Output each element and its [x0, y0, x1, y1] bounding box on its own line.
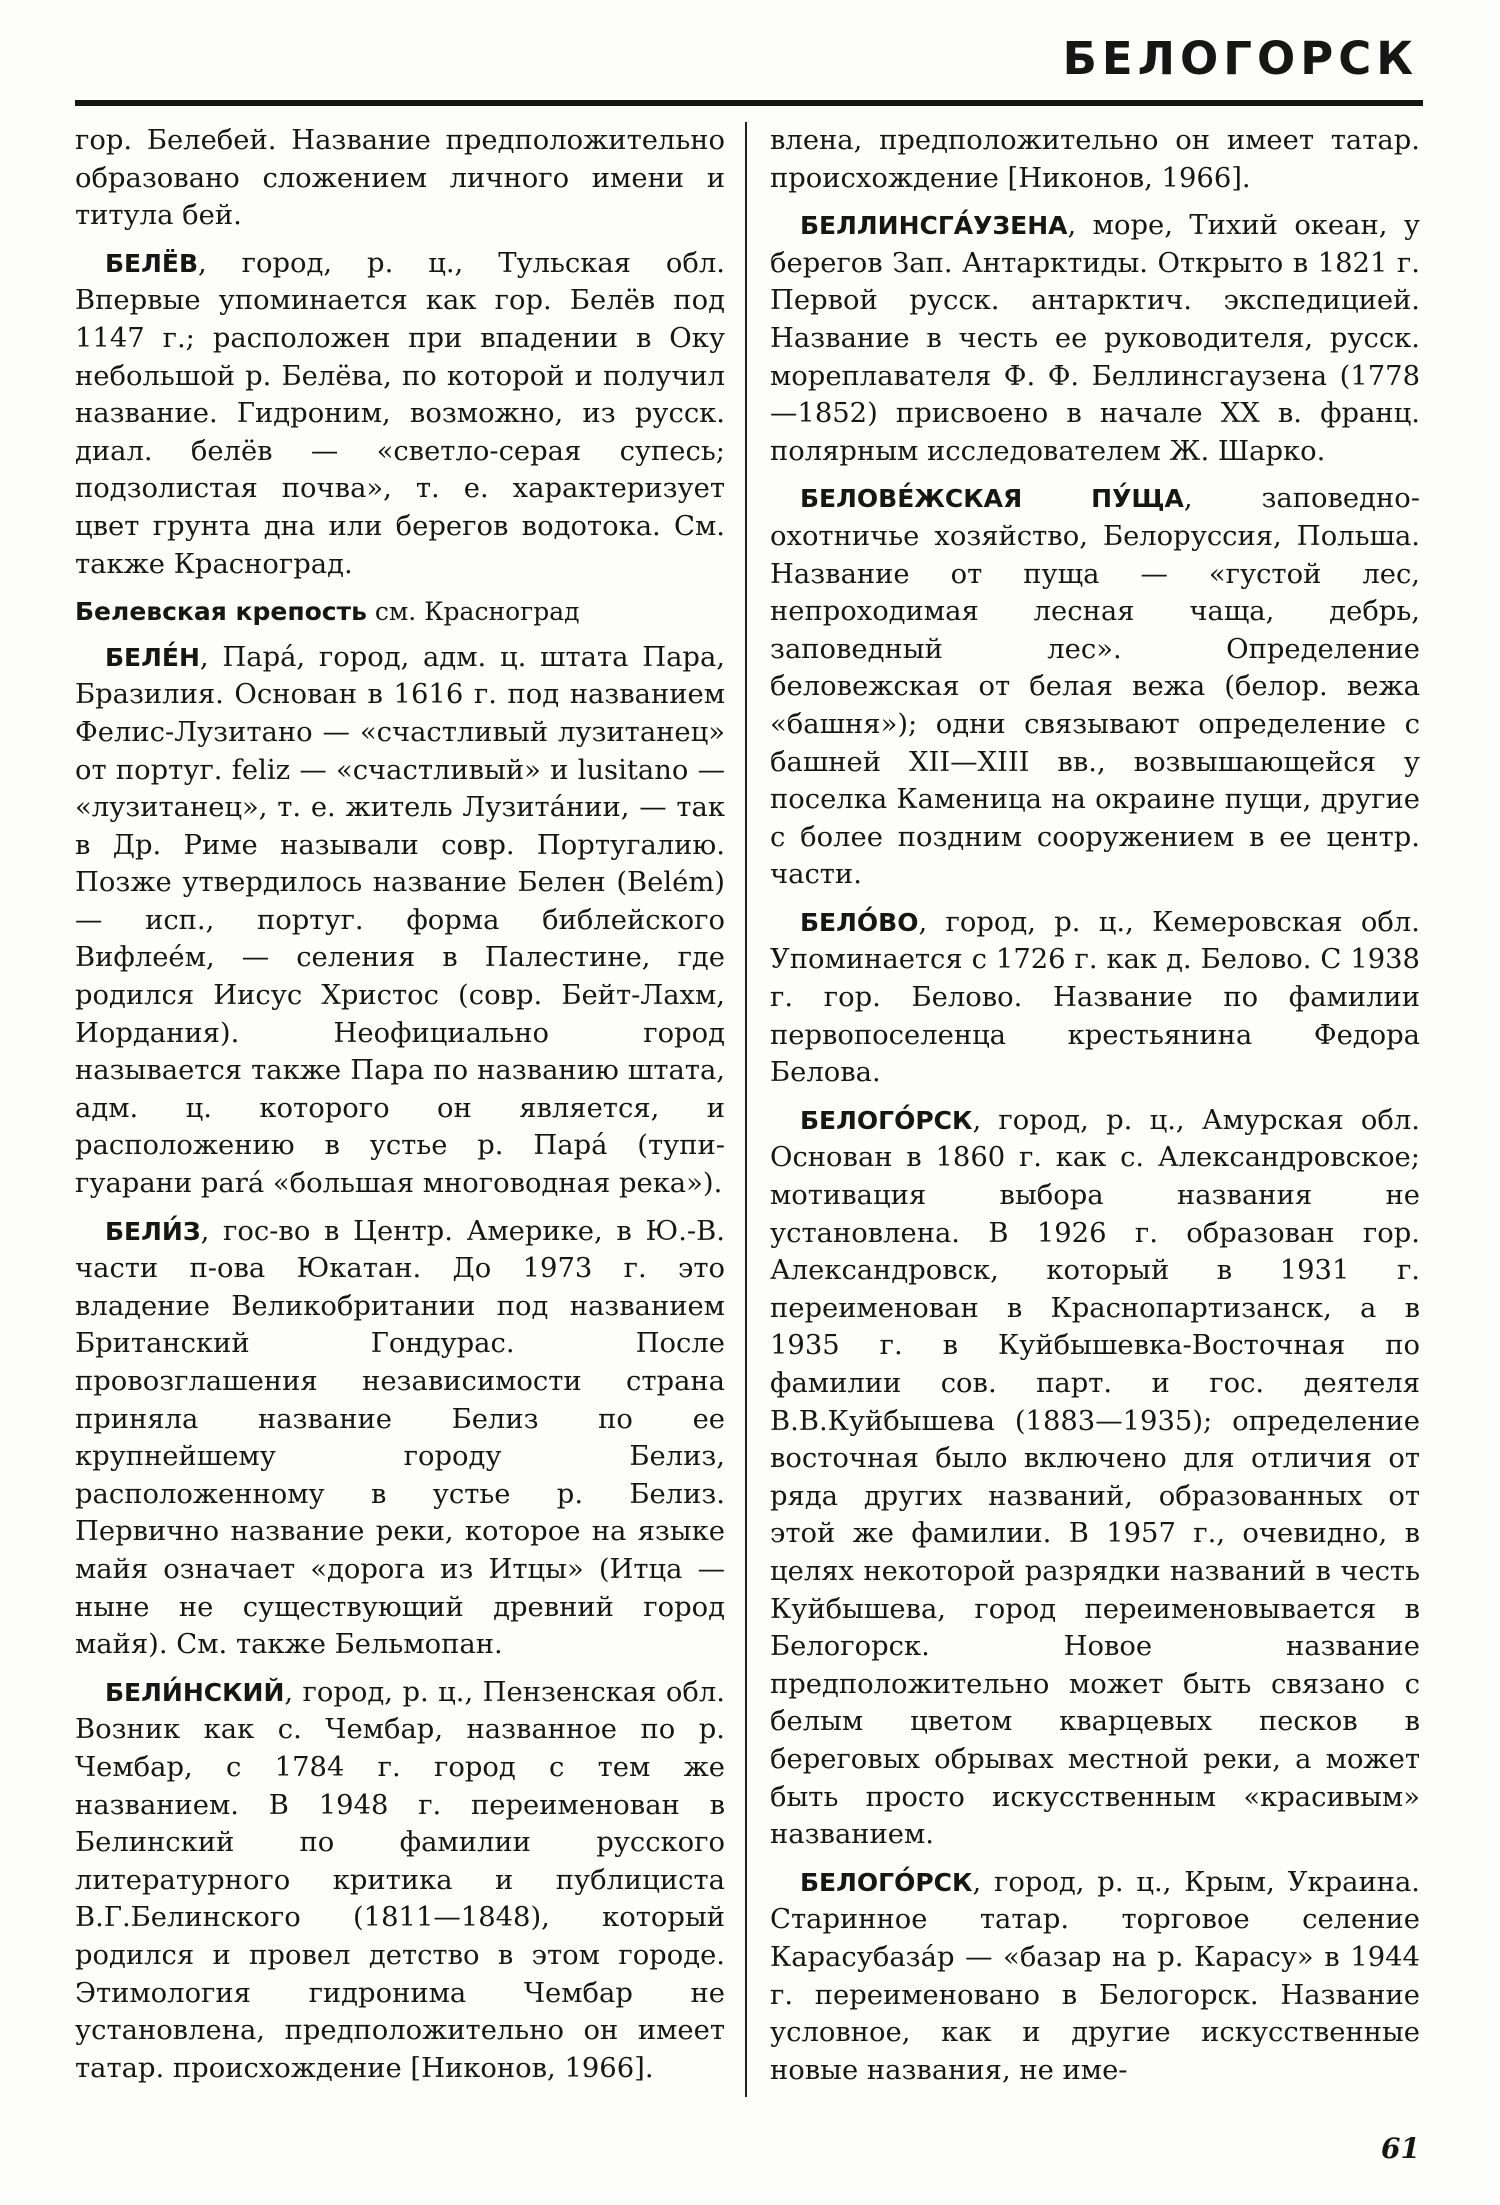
entry-belinskiy: [75, 1674, 725, 2088]
entry-headword: БЕЛОГО́РСК: [800, 1867, 973, 1897]
entry-headword: Белевская крепость: [75, 597, 367, 627]
entry-text: , город, р. ц., Пензенская обл. Возник как с. Чембар, названное по р. Чембар, с 1784 г. город с тем же названием. В 1948 г. переименован в Белинский по фамилии русского литературного критика и публициста В.Г.Белинского (1811—1848), который родился и провел детство в этом городе. Этимология гидронима Чембар не установлена, предположительно он имеет татар. происхождение [Никонов, 1966].: [75, 1676, 725, 2084]
entry-headword: БЕЛИ́НСКИЙ: [105, 1677, 285, 1707]
entry-text: , заповедно-охотничье хозяйство, Белоруссия, Польша. Название от пуща — «густой лес, непроходимая лесная чаща, дебрь, заповедный лес». Определение беловежская от белая вежа (белор. вежа «башня»); одни связывают определение с башней XII—XIII вв., возвышающейся у поселка Каменица на окраине пущи, другие с более поздним сооружением в ее центр. части.: [770, 483, 1420, 891]
left-column: [75, 122, 725, 2102]
header-rule: [75, 100, 1423, 106]
entry-text: влена, предположительно он имеет татар. происхождение [Никонов, 1966].: [770, 125, 1420, 194]
entry-belen: [75, 639, 725, 1203]
entry-text: , город, р. ц., Тульская обл. Впервые упоминается как гор. Белёв под 1147 г.; расположен при впадении в Оку небольшой р. Белёва, по которой и получил название. Гидроним, возможно, из русск. диал. белёв — «светло-серая супесь; подзолистая почва», т. е. характеризует цвет грунта дна или берегов водотока. См. также Красноград.: [75, 247, 725, 580]
entry-text: , город, р. ц., Кемеровская обл. Упоминается с 1726 г. как д. Белово. С 1938 г. гор. Белово. Название по фамилии первопоселенца крестьянина Федора Белова.: [770, 906, 1420, 1089]
entry-headword: БЕЛИ́З: [105, 1216, 201, 1246]
entry-headword: БЕЛЛИНСГА́УЗЕНА: [800, 211, 1068, 241]
entry-text: , город, р. ц., Крым, Украина. Старинное татар. торговое селение Карасубаза́р — «базар на р. Карасу» в 1944 г. переименовано в Белогорск. Название условное, как и другие искусственные новые названия, не име-: [770, 1866, 1420, 2086]
entry-headword: БЕЛЁВ: [105, 248, 199, 278]
entry-belovezhskaya: [770, 480, 1420, 894]
entry-bellingshausen: [770, 207, 1420, 470]
entry-text: , Пара́, город, адм. ц. штата Пара, Бразилия. Основан в 1616 г. под названием Фелис-Лузитано — «счастливый лузитанец» от португ. feliz — «счастливый» и lusitano — «лузитанец», т. е. житель Лузита́нии, — так в Др. Риме называли совр. Португалию. Позже утвердилось название Белен (Belém) — исп., португ. форма библейского Вифлее́м, — селения в Палестине, где родился Иисус Христос (совр. Бейт-Лахм, Иордания). Неофициально город называется также Пара по названию штата, адм. ц. которого он является, и расположению в устье р. Пара́ (тупи-гуарани pará «большая многоводная река»).: [75, 641, 725, 1200]
entry-belovo: [770, 904, 1420, 1092]
right-column: [770, 122, 1420, 2102]
entry-belogorsk-amur: [770, 1102, 1420, 1854]
entry-continuation: [75, 122, 725, 235]
entry-headword: БЕЛЕ́Н: [105, 642, 200, 672]
entry-headword: БЕЛОВЕ́ЖСКАЯ ПУ́ЩА: [800, 484, 1184, 514]
page-number: 61: [1381, 2132, 1420, 2165]
entry-text: гор. Белебей. Название предположительно образовано сложением личного имени и титула бей.: [75, 125, 725, 232]
entry-text: , гос-во в Центр. Америке, в Ю.-В. части п-ова Юкатан. До 1973 г. это владение Великобритании под названием Британский Гондурас. После провозглашения независимости страна приняла название Белиз по ее крупнейшему городу Белиз, расположенному в устье р. Белиз. Первично название реки, которое на языке майя означает «дорога из Итцы» (Итца — ныне не существующий древний город майя). См. также Бельмопан.: [75, 1215, 725, 1661]
cross-reference: [75, 593, 725, 631]
entry-text: см. Красноград: [366, 597, 580, 627]
entry-text: , город, р. ц., Амурская обл. Основан в 1860 г. как с. Александровское; мотивация выбора названия не установлена. В 1926 г. образован гор. Александровск, который в 1931 г. переименован в Краснопартизанск, а в 1935 г. в Куйбышевка-Восточная по фамилии сов. парт. и гос. деятеля В.В.Куйбышева (1883—1935); определение восточная было включено для отличия от ряда других названий, образованных от этой же фамилии. В 1957 г., очевидно, в целях некоторой разрядки названий в честь Куйбышева, город переименовывается в Белогорск. Новое название предположительно может быть связано с белым цветом кварцевых песков в береговых обрывах местной реки, а может быть просто искусственным «красивым» названием.: [770, 1104, 1420, 1851]
entry-belev: [75, 245, 725, 583]
entry-headword: БЕЛО́ВО: [800, 907, 919, 937]
entry-beliz: [75, 1213, 725, 1664]
entry-headword: БЕЛОГО́РСК: [800, 1105, 973, 1135]
column-divider: [745, 122, 747, 2097]
entry-belogorsk-crimea: [770, 1864, 1420, 2090]
entry-text: , море, Тихий океан, у берегов Зап. Антарктиды. Открыто в 1821 г. Первой русск. антарктич. экспедицией. Название в честь ее руководителя, русск. мореплавателя Ф. Ф. Беллинсгаузена (1778—1852) присвоено в начале XX в. франц. полярным исследователем Ж. Шарко.: [770, 210, 1420, 467]
entry-continuation: [770, 122, 1420, 197]
running-head: БЕЛОГОРСК: [1062, 32, 1418, 85]
